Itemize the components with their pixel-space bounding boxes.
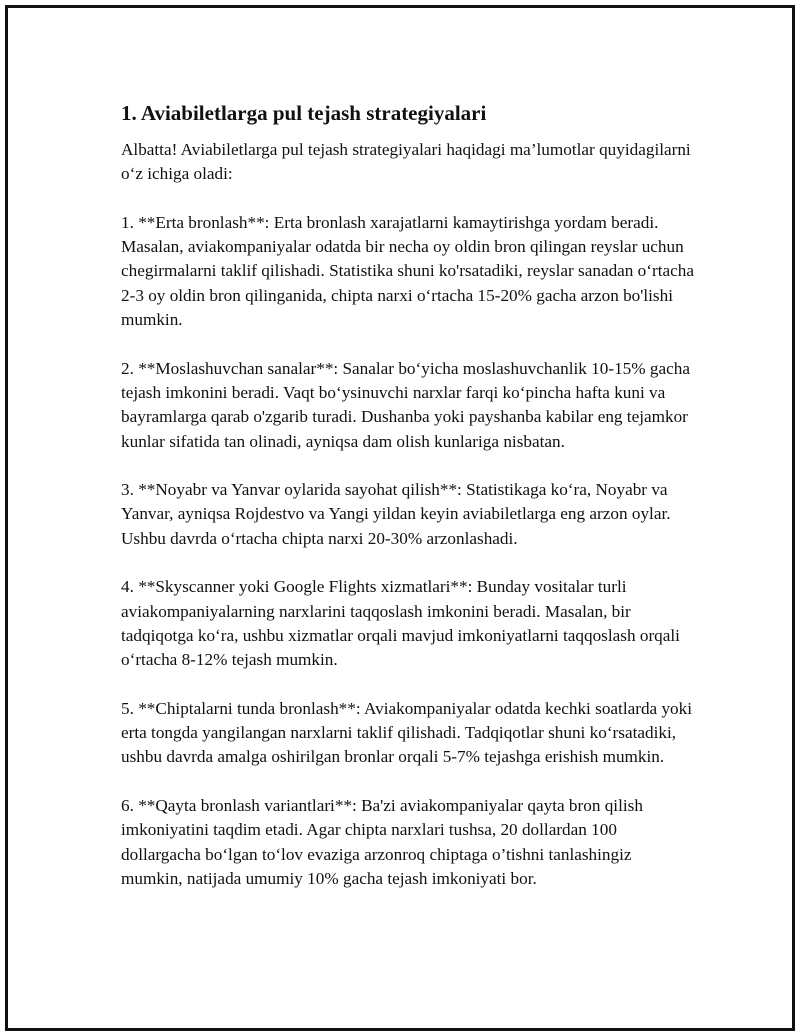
tip-off-season-travel: 3. **Noyabr va Yanvar oylarida sayohat qilish**: Statistikaga ko‘ra, Noyabr va Yanvar, ayniqsa Rojdestvo va Yangi yildan keyin aviabiletlarga eng arzon oylar. Ushbu davrda o‘rtacha chipta narxi 20-30% arzonlashadi.: [121, 480, 671, 548]
document-body: [121, 100, 696, 916]
tip-night-booking: 5. **Chiptalarni tunda bronlash**: Aviakompaniyalar odatda kechki soatlarda yoki erta tongda yangilangan narxlarni taklif qilishadi. Tadqiqotlar shuni ko‘rsatadiki, ushbu davrda amalga oshirilgan bronlar orqali 5-7% tejashga erishish mumkin.: [121, 698, 693, 767]
page-frame: [5, 5, 795, 1031]
tip-comparison-services: 4. **Skyscanner yoki Google Flights xizmatlari**: Bunday vositalar turli aviakompaniyalarning narxlarini taqqoslash imkonini beradi. Masalan, bir tadqiqotga ko‘ra, ushbu xizmatlar orqali mavjud imkoniyatlarni taqqoslash orqali o‘rtacha 8-12% tejash mumkin.: [121, 577, 680, 670]
tip-early-booking: 1. **Erta bronlash**: Erta bronlash xarajatlarni kamaytirishga yordam beradi. Masalan, aviakompaniyalar odatda bir necha oy oldin bron qilingan reyslar uchun chegirmalarni taklif qilishadi. Statistika shuni ko'rsatadiki, reyslar sanadan o‘rtacha 2-3 oy oldin bron qilinganida, chipta narxi o‘rtacha 15-20% gacha arzon bo'lishi mumkin.: [121, 212, 694, 330]
document-title: 1. Aviabiletlarga pul tejash strategiyalari: [121, 101, 487, 125]
tip-rebooking-options: 6. **Qayta bronlash variantlari**: Ba'zi aviakompaniyalar qayta bron qilish imkoniyatini taqdim etadi. Agar chipta narxlari tushsa, 20 dollardan 100 dollargacha bo‘lgan to‘lov evaziga arzonroq chiptaga o’tishni tanlashingiz mumkin, natijada umumiy 10% gacha tejash imkoniyati bor.: [121, 796, 643, 888]
intro-paragraph: Albatta! Aviabiletlarga pul tejash strategiyalari haqidagi ma’lumotlar quyidagilarni o‘z ichiga oladi:: [121, 140, 691, 184]
tip-flexible-dates: 2. **Moslashuvchan sanalar**: Sanalar bo‘yicha moslashuvchanlik 10-15% gacha tejash imkonini beradi. Vaqt bo‘ysinuvchi narxlar farqi ko‘pincha hafta kuni va bayramlarga qarab o'zgarib turadi. Dushanba yoki payshanba kabilar eng tejamkor kunlar sifatida tan olinadi, ayniqsa dam olish kunlariga nisbatan.: [121, 358, 690, 451]
